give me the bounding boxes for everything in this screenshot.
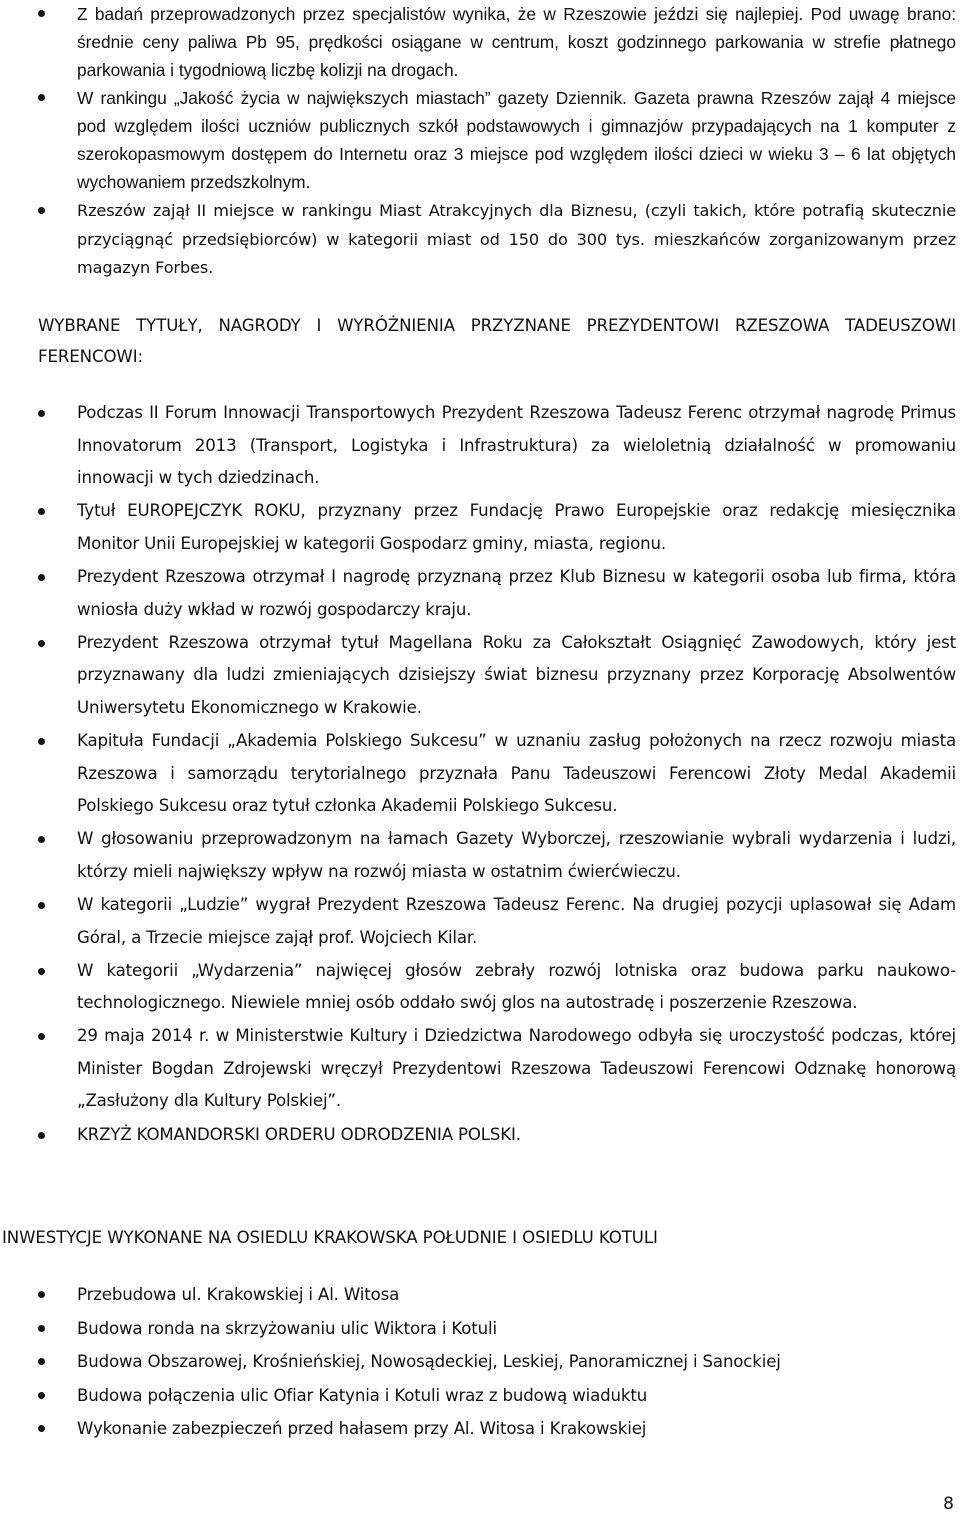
section-heading-awards: WYBRANE TYTUŁY, NAGRODY I WYRÓŻNIENIA PRZYZNANE PREZYDENTOWI RZESZOWA TADEUSZOWI FERENCOWI:	[38, 316, 956, 366]
list-item	[0, 955, 960, 1020]
bullet-icon	[38, 968, 45, 975]
list-item-text: W kategorii „Wydarzenia” najwięcej głosów zebrały rozwój lotniska oraz budowa parku naukowo-technologicznego. Niewiele mniej osób oddało swój glos na autostradę i poszerzenie Rzeszowa.	[77, 960, 956, 1013]
list-item	[0, 0, 960, 84]
page-number: 8	[943, 1494, 954, 1514]
list-item-text: Prezydent Rzeszowa otrzymał tytuł Magellana Roku za Całokształt Osiągnięć Zawodowych, który jest przyznawany dla ludzi zmieniających dzisiejszy świat biznesu przyznany przez Korporację Absolwentów Uniwersytetu Ekonomicznego w Krakowie.	[77, 632, 956, 717]
bullet-icon	[38, 902, 45, 909]
list-item-text: W głosowaniu przeprowadzonym na łamach Gazety Wyborczej, rzeszowianie wybrali wydarzenia i ludzi, którzy mieli największy wpływ na rozwój miasta w ostatnim ćwierćwieczu.	[77, 829, 956, 881]
list-item	[0, 495, 960, 560]
list-item	[0, 1412, 960, 1446]
bullet-icon	[38, 508, 45, 515]
list-item-text: Prezydent Rzeszowa otrzymał I nagrodę przyznaną przez Klub Biznesu w kategorii osoba lub firma, która wniosła duży wkład w rozwój gospodarczy kraju.	[77, 566, 956, 619]
list-item	[0, 1278, 960, 1312]
list-item-text: Budowa ronda na skrzyżowaniu ulic Wiktora i Kotuli	[77, 1318, 497, 1338]
list-item	[0, 397, 960, 495]
list-item-text: Wykonanie zabezpieczeń przed hałasem przy Al. Witosa i Krakowskiej	[77, 1419, 647, 1438]
list-item	[0, 1345, 960, 1379]
list-item	[0, 725, 960, 823]
list-item-text: W kategorii „Ludzie” wygrał Prezydent Rzeszowa Tadeusz Ferenc. Na drugiej pozycji uplasował się Adam Góral, a Trzecie miejsce zajął prof. Wojciech Kilar.	[77, 894, 956, 947]
list-item-text: Budowa połączenia ulic Ofiar Katynia i Kotuli wraz z budową wiaduktu	[77, 1385, 648, 1405]
bullet-icon	[38, 410, 45, 417]
list-item-text: W rankingu „Jakość życia w największych miastach” gazety Dziennik. Gazeta prawna Rzeszów zajął 4 miejsce pod względem ilości uczniów publicznych szkół podstawowych i gimnazjów przypadających na 1 komputer z szerokopasmowym dostępem do Internetu oraz 3 miejsce pod względem ilości dzieci w wieku 3 – 6 lat objętych wychowaniem przedszkolnym.	[77, 88, 956, 192]
list-item	[0, 1020, 960, 1118]
bullet-icon	[38, 1358, 45, 1365]
list-item	[0, 1312, 960, 1346]
awards-list	[0, 397, 960, 1152]
list-item-text: Kapituła Fundacji „Akademia Polskiego Sukcesu” w uznaniu zasług położonych na rzecz rozwoju miasta Rzeszowa i samorządu terytorialnego przyznała Panu Tadeuszowi Ferencowi Złoty Medal Akademii Polskiego Sukcesu oraz tytuł członka Akademii Polskiego Sukcesu.	[77, 730, 956, 816]
list-item-text: Z badań przeprowadzonych przez specjalistów wynika, że w Rzeszowie jeździ się najlepiej. Pod uwagę brano: średnie ceny paliwa Pb 95, prędkości osiągane w centrum, koszt godzinnego parkowania w strefie płatnego parkowania i tygodniową liczbę kolizji na drogach.	[77, 4, 956, 80]
list-item-text: KRZYŻ KOMANDORSKI ORDERU ODRODZENIA POLSKI.	[77, 1124, 521, 1144]
list-item	[0, 197, 960, 283]
list-item	[0, 561, 960, 626]
list-item-text: 29 maja 2014 r. w Ministerstwie Kultury i Dziedzictwa Narodowego odbyła się uroczystość podczas, której Minister Bogdan Zdrojewski wręczył Prezydentowi Rzeszowa Tadeuszowi Ferencowi Odznakę honorową „Zasłużony dla Kultury Polskiej”.	[77, 1026, 956, 1111]
ranking-list	[0, 0, 960, 283]
bullet-icon	[38, 10, 45, 17]
list-item-text: Tytuł EUROPEJCZYK ROKU, przyznany przez Fundację Prawo Europejskie oraz redakcję miesięcznika Monitor Unii Europejskiej w kategorii Gospodarz gminy, miasta, regionu.	[77, 501, 956, 553]
list-item	[0, 1379, 960, 1413]
bullet-icon	[38, 1425, 45, 1432]
bullet-icon	[38, 1325, 45, 1332]
bullet-icon	[38, 207, 45, 214]
bullet-icon	[38, 640, 45, 647]
bullet-icon	[38, 1291, 45, 1298]
list-item-text: Rzeszów zajął II miejsce w rankingu Miast Atrakcyjnych dla Biznesu, (czyli takich, które potrafią skutecznie przyciągnąć przedsiębiorców) w kategorii miast od 150 do 300 tys. mieszkańców zorganizowanym przez magazyn Forbes.	[77, 201, 956, 277]
list-item-text: Przebudowa ul. Krakowskiej i Al. Witosa	[77, 1285, 400, 1304]
list-item	[0, 627, 960, 725]
bullet-icon	[38, 1132, 45, 1139]
section-heading-investments: INWESTYCJE WYKONANE NA OSIEDLU KRAKOWSKA POŁUDNIE I OSIEDLU KOTULI	[2, 1228, 658, 1247]
list-item	[0, 889, 960, 954]
list-item-text: Budowa Obszarowej, Krośnieńskiej, Nowosądeckiej, Leskiej, Panoramicznej i Sanockiej	[77, 1352, 781, 1371]
bullet-icon	[38, 738, 45, 745]
list-item-text: Podczas II Forum Innowacji Transportowych Prezydent Rzeszowa Tadeusz Ferenc otrzymał nagrodę Primus Innovatorum 2013 (Transport, Logistyka i Infrastruktura) za wieloletnią działalność w promowaniu innowacji w tych dziedzinach.	[77, 403, 956, 488]
bullet-icon	[38, 574, 45, 581]
list-item	[0, 1119, 960, 1152]
list-item	[0, 823, 960, 888]
investments-list	[0, 1278, 960, 1446]
bullet-icon	[38, 94, 45, 101]
bullet-icon	[38, 1392, 45, 1399]
list-item	[0, 84, 960, 196]
bullet-icon	[38, 836, 45, 843]
bullet-icon	[38, 1033, 45, 1040]
